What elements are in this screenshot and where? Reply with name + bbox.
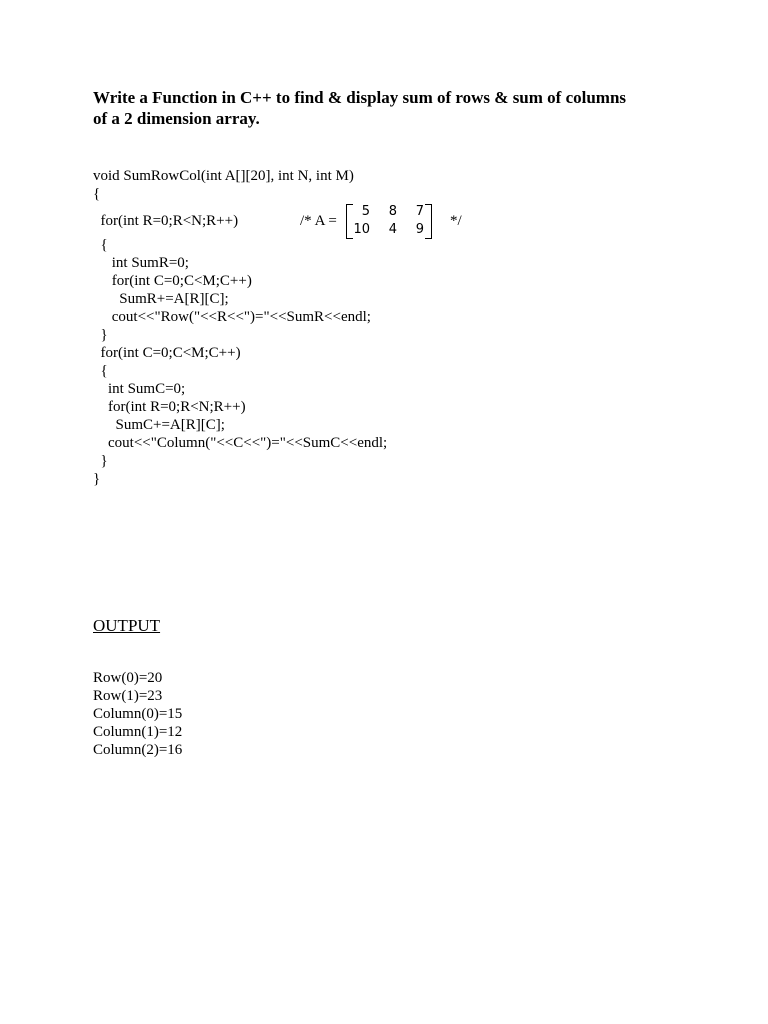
code-line: for(int C=0;C<M;C++) <box>93 273 252 289</box>
output-line: Column(1)=12 <box>93 724 183 740</box>
code-line: { <box>93 363 108 379</box>
code-line: cout<<"Column("<<C<<")="<<SumC<<endl; <box>93 435 388 451</box>
document-title <box>93 87 713 129</box>
code-line: } <box>93 453 108 469</box>
matrix-cell: 7 <box>415 204 424 219</box>
output-line: Column(2)=16 <box>93 742 183 758</box>
code-line: int SumC=0; <box>93 381 186 397</box>
code-line: { <box>93 186 101 202</box>
output-line: Row(1)=23 <box>93 688 163 704</box>
code-line: } <box>93 327 108 343</box>
matrix-a <box>346 203 432 239</box>
output-line: Column(0)=15 <box>93 706 183 722</box>
code-line: void SumRowCol(int A[][20], int N, int M) <box>93 168 354 184</box>
right-bracket <box>425 204 432 239</box>
output-list <box>93 669 182 759</box>
code-line: } <box>93 471 101 487</box>
output-line: Row(0)=20 <box>93 670 163 686</box>
title-line-1: Write a Function in C++ to find & display sum of rows & sum of columns <box>93 88 627 107</box>
matrix-cell: 10 <box>353 222 370 237</box>
code-line: SumC+=A[R][C]; <box>93 417 225 433</box>
matrix-cell: 8 <box>388 204 397 219</box>
matrix-comment-suffix: */ <box>450 213 462 229</box>
code-line: SumR+=A[R][C]; <box>93 291 229 307</box>
title-line-2: of a 2 dimension array. <box>93 109 260 128</box>
output-heading: OUTPUT <box>93 616 161 635</box>
code-line: for(int C=0;C<M;C++) <box>93 345 241 361</box>
matrix-cell: 5 <box>361 204 370 219</box>
code-line: cout<<"Row("<<R<<")="<<SumR<<endl; <box>93 309 371 325</box>
code-line: for(int R=0;R<N;R++) <box>93 399 246 415</box>
matrix-comment-prefix: /* A = <box>300 213 337 229</box>
matrix-cell: 9 <box>415 222 424 237</box>
matrix-cell: 4 <box>388 222 397 237</box>
code-line: int SumR=0; <box>93 255 189 271</box>
code-line: for(int R=0;R<N;R++) <box>93 213 239 229</box>
code-line: { <box>93 237 108 253</box>
